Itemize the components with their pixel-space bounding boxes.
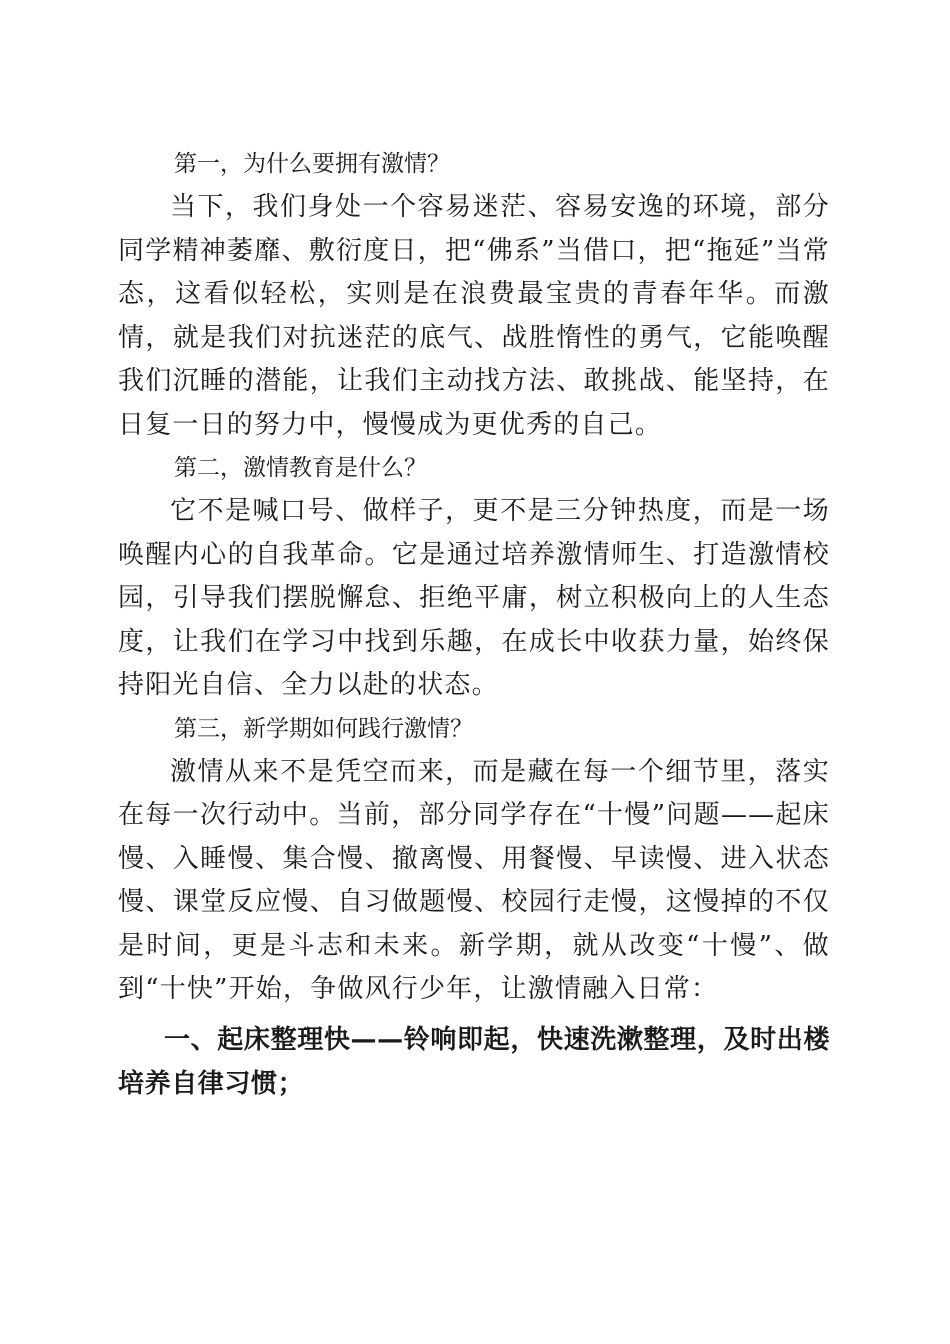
section-2-heading: 第二，激情教育是什么？ bbox=[174, 455, 427, 481]
section-1-heading: 第一，为什么要拥有激情？ bbox=[174, 151, 450, 177]
section-1-paragraph: 当下，我们身处一个容易迷茫、容易安逸的环境，部分同学精神萎靡、敷衍度日，把“佛系”当借口，把“拖延”当常态，这看似轻松，实则是在浪费最宝贵的青春年华。而激情，就是我们对抗迷茫的底气、战胜惰性的勇气，它能唤醒我们沉睡的潜能，让我们主动找方法、敢挑战、能坚持，在日复一日的努力中，慢慢成为更优秀的自己。 bbox=[118, 192, 830, 440]
section-2-paragraph: 它不是喊口号、做样子，更不是三分钟热度，而是一场唤醒内心的自我革命。它是通过培养激情师生、打造激情校园，引导我们摆脱懈怠、拒绝平庸，树立积极向上的人生态度，让我们在学习中找到乐趣，在成长中收获力量，始终保持阳光自信、全力以赴的状态。 bbox=[118, 496, 830, 700]
action-item-1: 一、起床整理快——铃响即起，快速洗漱整理，及时出楼培养自律习惯； bbox=[118, 1024, 830, 1099]
document-body bbox=[118, 143, 830, 1106]
section-3-heading: 第三，新学期如何践行激情？ bbox=[174, 715, 473, 742]
section-3-paragraph: 激情从来不是凭空而来，而是藏在每一个细节里，落实在每一次行动中。当前，部分同学存在“十慢”问题——起床慢、入睡慢、集合慢、撤离慢、用餐慢、早读慢、进入状态慢、课堂反应慢、自习做题慢、校园行走慢，这慢掉的不仅是时间，更是斗志和未来。新学期，就从改变“十慢”、做到“十快”开始，争做风行少年，让激情融入日常： bbox=[118, 756, 830, 1004]
